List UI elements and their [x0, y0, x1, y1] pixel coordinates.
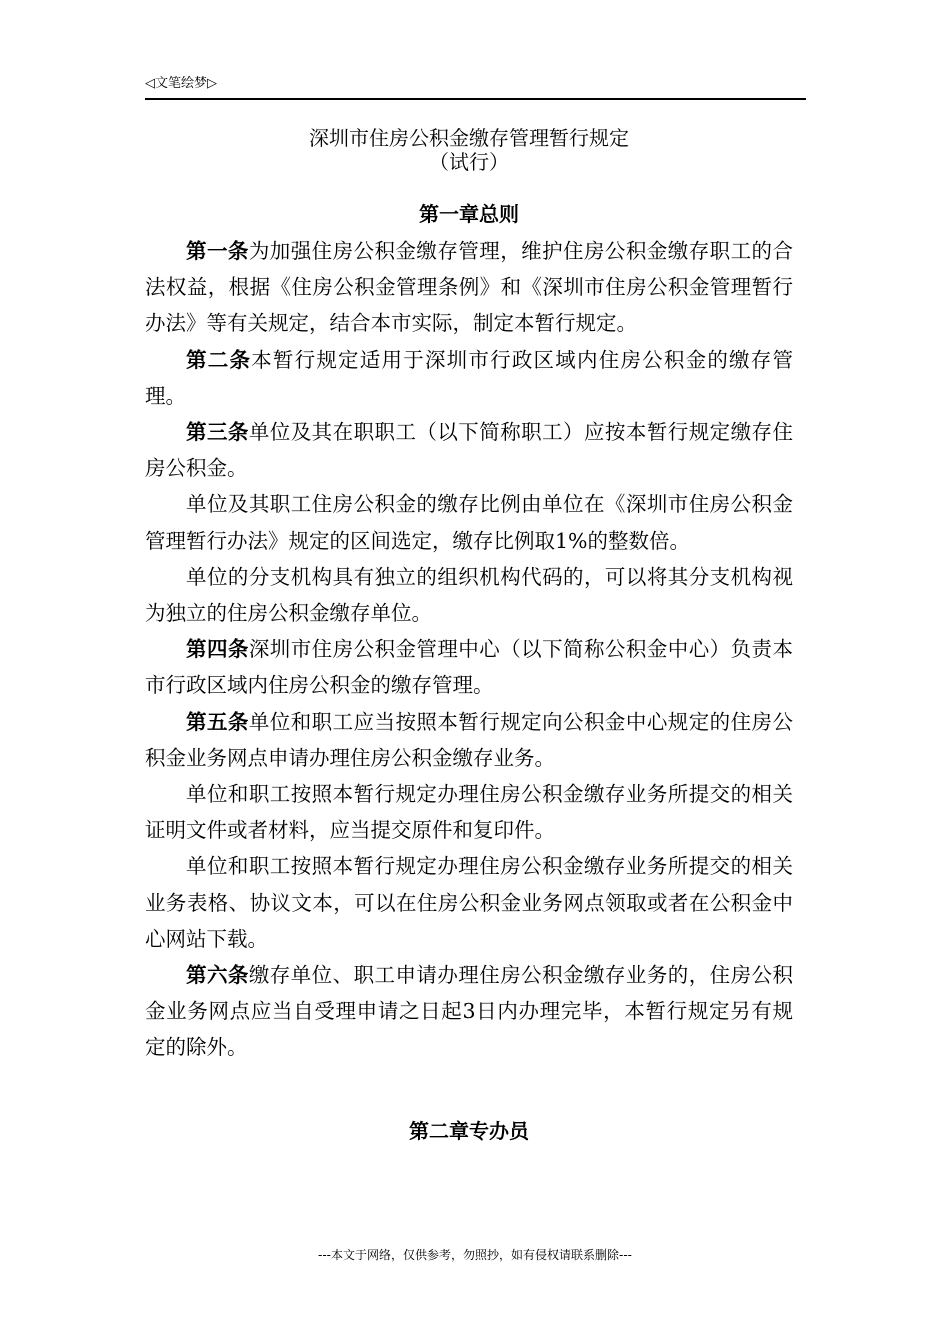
header-label: ◁文笔绘梦▷: [145, 76, 217, 91]
article-3-clause-2: [145, 486, 793, 558]
article-number: 第六条: [186, 963, 249, 988]
article-1: [145, 233, 793, 342]
article-5-clause-2: [145, 776, 793, 848]
chapter-heading-2: 第二章专办员: [409, 1119, 529, 1143]
article-number: 第五条: [186, 709, 249, 734]
article-text: 单位和职工应当按照本暂行规定向公积金中心规定的住房公积金业务网点申请办理住房公积金缴存业务。: [145, 709, 794, 770]
article-text: 单位的分支机构具有独立的组织机构代码的，可以将其分支机构视为独立的住房公积金缴存单位。: [145, 564, 793, 626]
article-text: 单位及其职工住房公积金的缴存比例由单位在《深圳市住房公积金管理暂行办法》规定的区间选定，缴存比例取1%的整数倍。: [145, 492, 793, 553]
document-title: 深圳市住房公积金缴存管理暂行规定: [309, 126, 629, 150]
article-5: [145, 704, 793, 776]
page-footer: ---本文于网络，仅供参考，勿照抄，如有侵权请联系删除---: [318, 1248, 632, 1262]
article-6: [145, 957, 793, 1066]
chapter-heading-1: 第一章总则: [419, 202, 519, 226]
article-number: 第四条: [186, 637, 249, 662]
page-header: [145, 74, 806, 100]
article-text: 单位和职工按照本暂行规定办理住房公积金缴存业务所提交的相关业务表格、协议文本，可以在住房公积金业务网点领取或者在公积金中心网站下载。: [145, 854, 793, 951]
article-text: 本暂行规定适用于深圳市行政区域内住房公积金的缴存管理。: [145, 347, 794, 408]
article-number: 第三条: [186, 420, 249, 445]
article-4: [145, 631, 793, 703]
article-3: [145, 414, 793, 486]
article-text: 深圳市住房公积金管理中心（以下简称公积金中心）负责本市行政区域内住房公积金的缴存管理。: [145, 637, 794, 698]
document-subtitle: （试行）: [429, 150, 509, 174]
article-text: 单位及其在职职工（以下简称职工）应按本暂行规定缴存住房公积金。: [145, 420, 794, 481]
article-text: 为加强住房公积金缴存管理，维护住房公积金缴存职工的合法权益，根据《住房公积金管理条例》和《深圳市住房公积金管理暂行办法》等有关规定，结合本市实际，制定本暂行规定。: [145, 239, 794, 336]
article-text: 单位和职工按照本暂行规定办理住房公积金缴存业务所提交的相关证明文件或者材料，应当提交原件和复印件。: [145, 782, 793, 843]
article-5-clause-3: [145, 848, 793, 957]
article-number: 第二条: [186, 347, 252, 372]
article-text: 缴存单位、职工申请办理住房公积金缴存业务的，住房公积金业务网点应当自受理申请之日起3日内办理完毕，本暂行规定另有规定的除外。: [145, 963, 794, 1060]
chapter-1-articles: [145, 233, 793, 1066]
article-3-clause-3: [145, 559, 793, 631]
article-2: [145, 342, 793, 414]
article-number: 第一条: [186, 239, 249, 263]
